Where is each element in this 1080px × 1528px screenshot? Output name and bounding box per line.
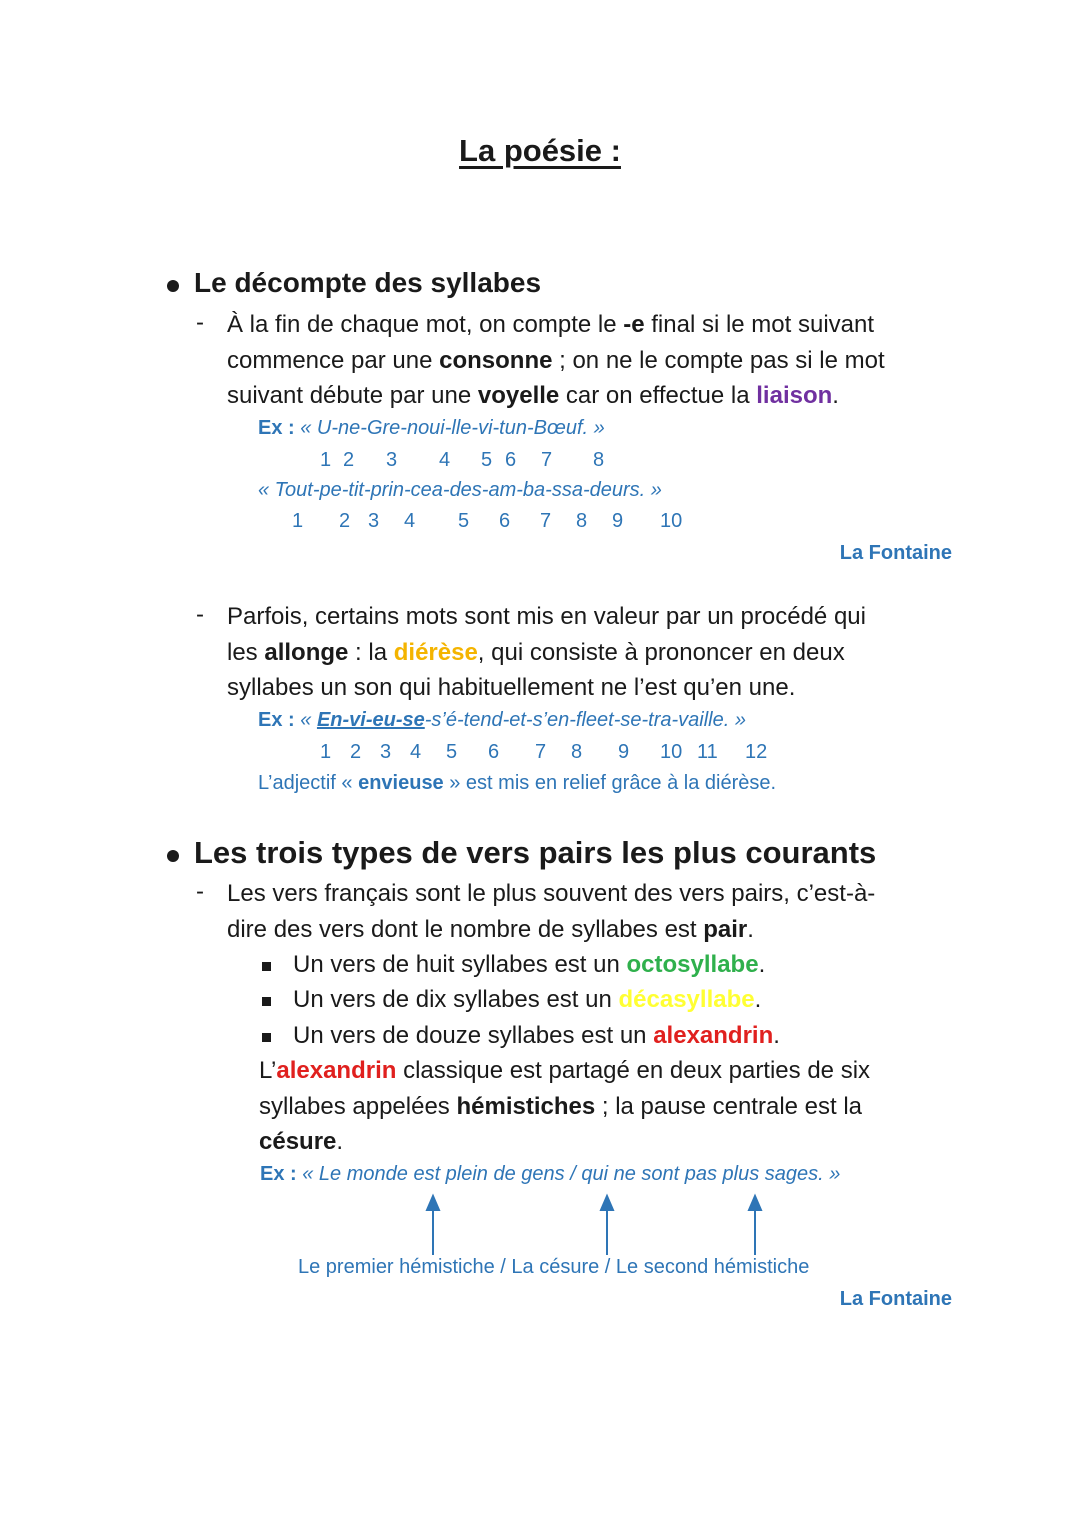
term-dierese: diérèse: [393, 638, 478, 666]
example-alexandrin: Ex : « Le monde est plein de gens / qui ne sont pas plus sages. »: [260, 1163, 841, 1185]
list-item-decasyllabe: Un vers de dix syllabes est un décasyllabe.: [293, 986, 762, 1013]
dash-marker: -: [196, 601, 204, 628]
example-line-2: « Tout-pe-tit-prin-cea-des-am-ba-ssa-deurs. »: [258, 479, 662, 501]
arrow-up-icon: [601, 1196, 613, 1255]
hemistiche-caption: Le premier hémistiche / La césure / Le second hémistiche: [298, 1256, 810, 1278]
arrow-up-icon: [749, 1196, 761, 1255]
list-item-alexandrin: Un vers de douze syllabes est un alexandrin.: [293, 1022, 780, 1049]
dash-marker: -: [196, 309, 204, 336]
paragraph-alexandrin: L’alexandrin classique est partagé en deux parties de six syllabes appelées hémistiches ; la pause centrale est la césure.: [259, 1057, 871, 1155]
page-title: La poésie :: [459, 133, 621, 168]
paragraph-dierese: Parfois, certains mots sont mis en valeur par un procédé qui les allonge : la diérèse, qui consiste à prononcer en deux syllabes un son qui habituellement ne l’est qu’en une.: [227, 603, 866, 701]
section-heading-verse-types: Les trois types de vers pairs les plus courants: [194, 835, 877, 870]
paragraph-vers-pairs: Les vers français sont le plus souvent des vers pairs, c’est-à- dire des vers dont le nombre de syllabes est pair.: [227, 880, 876, 943]
term-liaison: liaison: [756, 382, 833, 409]
author-attribution: La Fontaine: [839, 542, 952, 564]
paragraph-final-e: À la fin de chaque mot, on compte le -e final si le mot suivant commence par une consonne ; on ne le compte pas si le mot suivant débute par une voyelle car on effectue la liaison.: [227, 311, 885, 409]
author-attribution: La Fontaine: [839, 1288, 952, 1310]
dash-marker: -: [196, 878, 204, 905]
arrow-up-icon: [427, 1196, 439, 1255]
dierese-note: L’adjectif « envieuse » est mis en relief grâce à la diérèse.: [258, 772, 777, 794]
list-item-octosyllabe: Un vers de huit syllabes est un octosyllabe.: [293, 951, 766, 978]
example-line-1: Ex : « U-ne-Gre-noui-lle-vi-tun-Bœuf. »: [258, 417, 605, 439]
example-dierese: Ex : « En-vi-eu-se-s’é-tend-et-s’en-fleet-se-tra-vaille. »: [258, 709, 746, 731]
section-heading-syllables: Le décompte des syllabes: [194, 267, 542, 298]
